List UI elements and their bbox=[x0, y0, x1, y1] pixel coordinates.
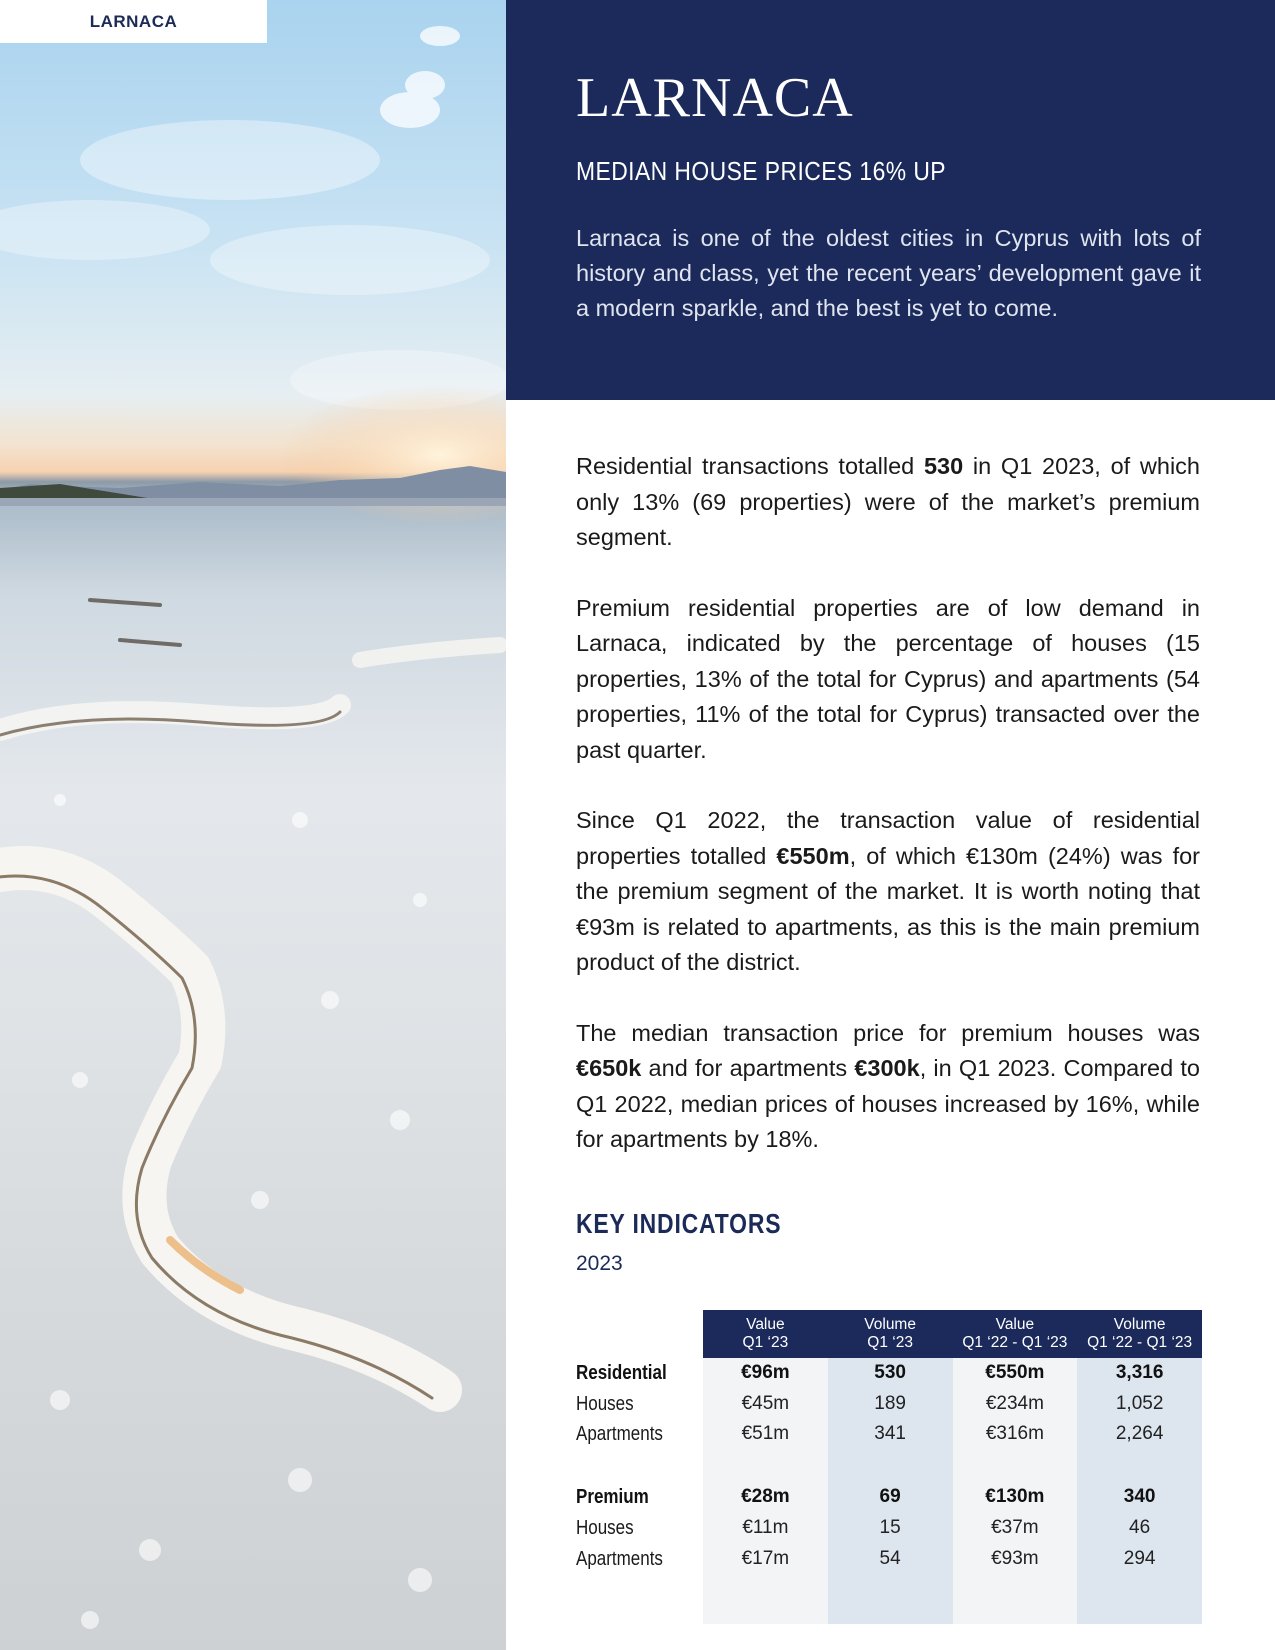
section-tab-label: LARNACA bbox=[89, 11, 178, 31]
header-value-annual: Value Q1 ‘22 - Q1 ‘23 bbox=[953, 1310, 1078, 1358]
key-indicators-year: 2023 bbox=[576, 1252, 623, 1275]
key-indicators-title: KEY INDICATORS bbox=[576, 1208, 782, 1239]
intro-text: Larnaca is one of the oldest cities in Cyprus with lots of history and class, yet the recent years’ development gave it a modern sparkle, and the best is yet to come. bbox=[576, 225, 1201, 321]
paragraph-prices: The median transaction price for premium houses was €650k and for apartments €300k, in Q1 2023. Compared to Q1 2022, median prices of houses increased by 16%, while for apartments by 18%. bbox=[576, 1019, 1200, 1152]
page-title: LARNACA bbox=[576, 67, 854, 129]
body-text bbox=[576, 449, 1200, 1193]
table-row: Residential €96m 530 €550m 3,316 bbox=[576, 1361, 1164, 1384]
clouds bbox=[0, 26, 506, 410]
paragraph-transactions: Residential transactions totalled 530 in Q1 2023, of which only 13% (69 properties) were of the market’s premium segment. bbox=[576, 453, 1200, 550]
salt-lake-photo bbox=[0, 0, 506, 1650]
table-row: Apartments €17m 54 €93m 294 bbox=[576, 1547, 1156, 1570]
header-volume-annual: Volume Q1 ‘22 - Q1 ‘23 bbox=[1077, 1310, 1202, 1358]
salt-lake-illustration bbox=[0, 0, 506, 1650]
section-tab bbox=[0, 0, 267, 43]
headline: MEDIAN HOUSE PRICES 16% UP bbox=[576, 156, 946, 186]
table-row: Houses €45m 189 €234m 1,052 bbox=[576, 1392, 1164, 1415]
hero-panel bbox=[506, 0, 1275, 400]
table-row: Houses €11m 15 €37m 46 bbox=[576, 1516, 1151, 1539]
table-row: Premium €28m 69 €130m 340 bbox=[576, 1485, 1156, 1508]
paragraph-demand: Premium residential properties are of low demand in Larnaca, indicated by the percentage of houses (15 properties, 13% of the total for Cyprus) and apartments (54 properties, 11% of the total for Cyprus) transacted over the past quarter. bbox=[576, 594, 1200, 763]
salt-ridges bbox=[0, 600, 500, 1398]
header-volume-q1: Volume Q1 ‘23 bbox=[828, 1310, 953, 1358]
header-value-q1: Value Q1 ‘23 bbox=[703, 1310, 828, 1358]
paragraph-value: Since Q1 2022, the transaction value of residential properties totalled €550m, of which €130m (24%) was for the premium segment of the market. It is worth noting that €93m is related to apartments, as this is the main premium product of the district. bbox=[576, 807, 1200, 975]
table-row: Apartments €51m 341 €316m 2,264 bbox=[576, 1422, 1164, 1445]
